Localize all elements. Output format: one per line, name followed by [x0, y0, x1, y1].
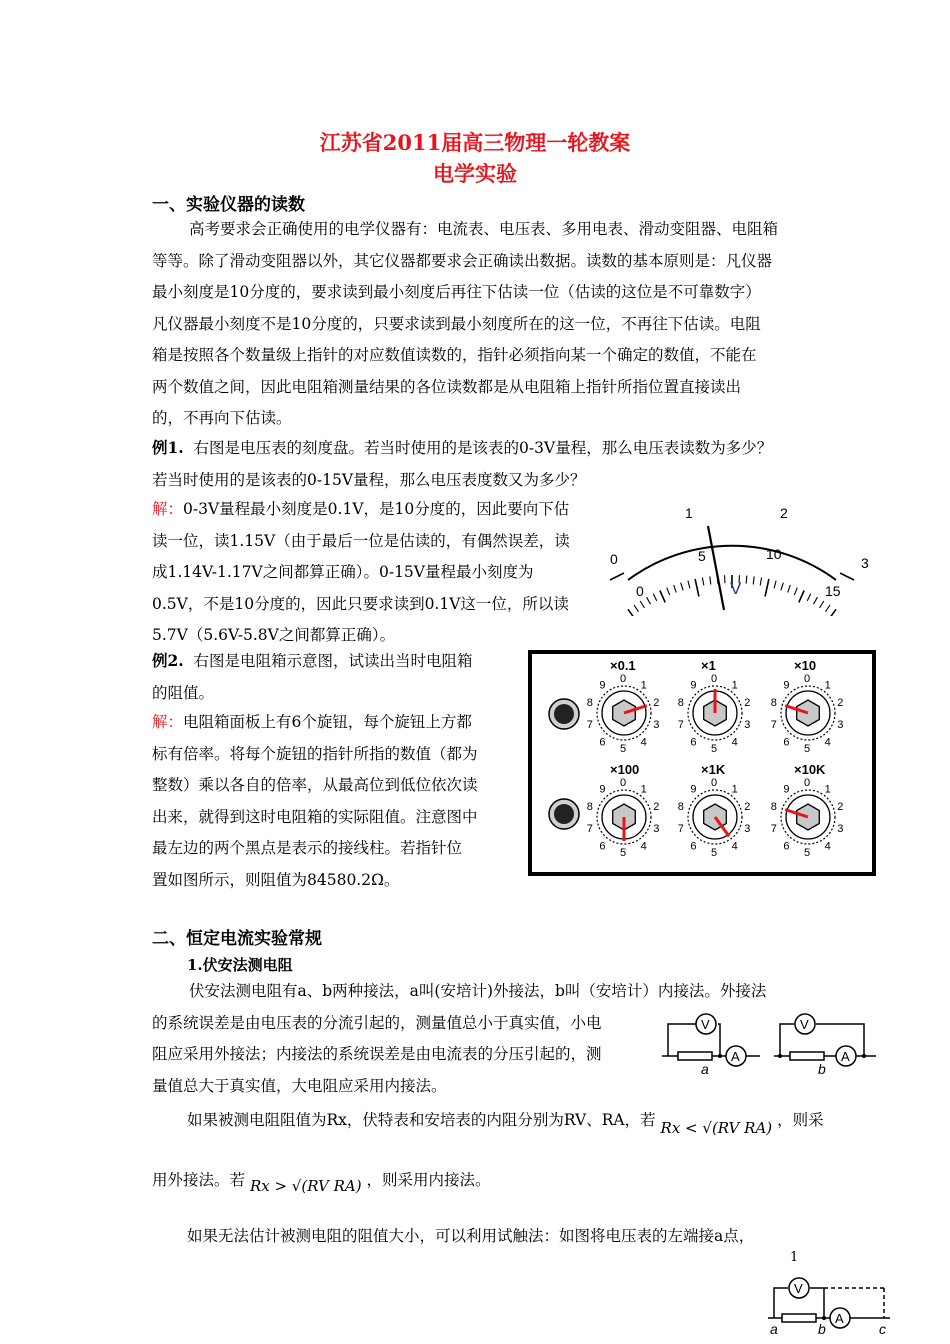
intro-line: 最小刻度是10分度的，要求读到最小刻度后再往下估读一位（估读的这位是不可靠数字）	[152, 283, 761, 301]
intro-line: 两个数值之间，因此电阻箱测量结果的各位读数都是从电阻箱上指针所指位置直接读出	[152, 377, 742, 396]
formula-greater-than: Rx > √(RV RA)	[249, 1177, 362, 1195]
knob-dial-number: 2	[653, 697, 660, 710]
condition-line-2	[152, 1168, 491, 1195]
knob-dial-number: 9	[783, 679, 790, 692]
example1-question	[152, 432, 812, 496]
example2-question-line: 右图是电阻箱示意图，试读出当时电阻箱	[193, 652, 473, 670]
lower-label-5: 5	[698, 548, 706, 564]
circuit-b	[772, 1010, 882, 1080]
voltmeter-tick	[753, 576, 754, 584]
section2-subheading: 1.伏安法测电阻	[187, 956, 293, 974]
knob-dial-number: 8	[770, 697, 777, 710]
knob-dial-number: 3	[744, 822, 751, 835]
knob-dial-number: 7	[586, 718, 593, 731]
knob-dial-number: 0	[620, 673, 627, 685]
resistor-symbol	[790, 1052, 824, 1060]
knob-dial-number: 1	[824, 783, 831, 796]
solution-label: 解：	[152, 713, 184, 731]
knob-multiplier: ×1	[701, 658, 716, 673]
knob-dial-number: 6	[690, 840, 697, 853]
resistor-symbol	[678, 1052, 712, 1060]
knob-dial-number: 2	[653, 801, 660, 814]
section2-line: 阻应采用外接法；内接法的系统误差是由电流表的分压引起的，测	[152, 1045, 602, 1063]
knob-dial-number: 8	[770, 801, 777, 814]
knob-dial-number: 1	[824, 679, 831, 692]
upper-label-2: 2	[780, 505, 788, 521]
knob-dial-number: 9	[599, 679, 606, 692]
page-title: 江苏省2011届高三物理一轮教案	[319, 130, 631, 155]
knob-dial-number: 2	[837, 697, 844, 710]
section2-line: 的系统误差是由电压表的分流引起的，测量值总小于真实值，小电	[152, 1013, 602, 1032]
knob-dial-number: 6	[599, 840, 606, 853]
knob-multiplier: ×1K	[701, 762, 726, 777]
voltmeter-arc-end-left	[610, 573, 624, 580]
knob-multiplier: ×10K	[794, 762, 826, 777]
voltmeter-letter: V	[701, 1017, 710, 1032]
example1-solution	[152, 494, 602, 652]
knob-dial-number: 7	[770, 822, 777, 835]
knob-dial-number: 2	[744, 801, 751, 814]
voltmeter-tick	[647, 597, 651, 604]
resistor-symbol	[782, 1314, 816, 1322]
example2-label: 例2.	[152, 651, 184, 670]
voltmeter-scale-arc	[628, 546, 836, 580]
voltmeter-tick	[807, 594, 811, 601]
knob-dial-number: 4	[731, 840, 738, 853]
voltmeter-letter: V	[800, 1017, 809, 1032]
example1-question-line: 右图是电压表的刻度盘。若当时使用的是该表的0-3V量程，那么电压表读数为多少？	[193, 439, 773, 457]
knob-dial-number: 2	[744, 697, 751, 710]
example2-question-line: 的阻值。	[152, 683, 215, 702]
solution-line: 0.5V，不是10分度的，因此只要求读到0.1V这一位，所以读	[152, 594, 569, 613]
solution-line: 电阻箱面板上有6个旋钮，每个旋钮上方都	[183, 713, 472, 731]
upper-label-1: 1	[685, 505, 693, 521]
trial-method-line: 如果无法估计被测电阻的阻值大小，可以利用试触法：如图将电压表的左端接a点，	[187, 1227, 755, 1245]
knob-dial-number: 6	[690, 736, 697, 749]
voltmeter-tick	[746, 576, 747, 584]
voltmeter-tick	[814, 597, 818, 604]
knob-dial-number: 7	[770, 718, 777, 731]
voltmeter-tick	[702, 578, 703, 586]
knob-dial-number: 5	[620, 743, 627, 755]
trial-label-a: a	[770, 1321, 778, 1337]
knob-dial-number: 0	[804, 673, 811, 685]
voltmeter-tick	[820, 601, 824, 608]
voltmeter-tick	[799, 591, 804, 603]
knob-dial-number: 1	[731, 679, 738, 692]
condition-prefix: 用外接法。若	[152, 1171, 246, 1189]
condition-suffix: ，则采	[777, 1111, 824, 1129]
voltmeter-tick	[674, 585, 677, 593]
knob-dial-number: 5	[804, 847, 811, 859]
voltmeter-tick	[781, 583, 783, 591]
knob-dial-number: 6	[783, 736, 790, 749]
circuit-a-label: a	[701, 1061, 709, 1077]
condition-suffix: ，则采用内接法。	[366, 1171, 491, 1189]
voltmeter-tick	[667, 588, 670, 596]
lower-label-15: 15	[825, 583, 841, 599]
resistance-box	[528, 650, 878, 878]
voltmeter-tick	[640, 601, 644, 608]
voltmeter-tick	[760, 578, 761, 586]
knob-dial-number: 7	[677, 718, 684, 731]
knob-dial-number: 0	[711, 673, 718, 685]
voltmeter-tick	[695, 579, 699, 597]
example2-question	[152, 645, 522, 709]
knob-dial-number: 1	[640, 783, 647, 796]
knob-dial-number: 4	[640, 736, 647, 749]
formula-less-than: Rx < √(RV RA)	[660, 1119, 773, 1137]
knob-multiplier: ×10	[794, 658, 817, 673]
section2-line: 伏安法测电阻有a、b两种接法，a叫(安培计)外接法，b叫（安培计）内接法。外接法	[189, 982, 767, 1000]
upper-label-3: 3	[861, 555, 869, 571]
voltmeter-letter: V	[794, 1281, 803, 1296]
knob-dial-number: 4	[731, 736, 738, 749]
knob-dial-number: 0	[711, 777, 718, 789]
page-subtitle: 电学实验	[433, 161, 517, 186]
example2-solution	[152, 707, 524, 896]
knob-dial-number: 3	[837, 718, 844, 731]
voltmeter-needle	[708, 526, 724, 610]
page-number: 1	[790, 1250, 799, 1265]
condition-prefix: 如果被测电阻阻值为Rx，伏特表和安培表的内阻分别为RV、RA，若	[187, 1111, 656, 1129]
knob-dial-number: 0	[620, 777, 627, 789]
ammeter-letter: A	[835, 1311, 844, 1326]
knob-dial-number: 3	[653, 718, 660, 731]
knob-dial-number: 4	[640, 840, 647, 853]
knob-dial-number: 4	[824, 736, 831, 749]
section2-line: 量值总大于真实值，大电阻应采用内接法。	[152, 1076, 447, 1095]
knob-dial-number: 9	[599, 783, 606, 796]
intro-line: 高考要求会正确使用的电学仪器有：电流表、电压表、多用电表、滑动变阻器、电阻箱	[189, 220, 779, 238]
knob-dial-number: 5	[711, 847, 718, 859]
lower-label-10: 10	[766, 546, 782, 562]
knob-dial-number: 4	[824, 840, 831, 853]
section1-heading: 一、实验仪器的读数	[152, 195, 305, 215]
voltmeter-dial	[598, 498, 878, 616]
knob-dial-number: 9	[783, 783, 790, 796]
solution-line: 整数）乘以各自的倍率，从最高位到低位依次读	[152, 776, 478, 794]
knob-dial-number: 3	[744, 718, 751, 731]
voltmeter-tick	[794, 588, 797, 596]
example1-question-line: 若当时使用的是该表的0-15V量程，那么电压表度数又为多少？	[152, 470, 586, 489]
voltmeter-tick	[660, 591, 665, 603]
ammeter-letter: A	[731, 1049, 740, 1064]
condition-line-1	[187, 1108, 824, 1137]
knob-dial-number: 3	[653, 822, 660, 835]
voltmeter-tick	[688, 581, 690, 589]
solution-line: 读一位，读1.15V（由于最后一位是估读的，有偶然误差，读	[152, 531, 570, 550]
knob-dial-number: 5	[711, 743, 718, 755]
ammeter-letter: A	[841, 1049, 850, 1064]
lower-label-0: 0	[636, 583, 644, 599]
solution-line: 出来，就得到这时电阻箱的实际阻值。注意图中	[152, 807, 478, 826]
knob-multiplier: ×100	[610, 762, 640, 777]
intro-line: 的，不再向下估读。	[152, 409, 292, 427]
circuit-b-label: b	[818, 1061, 826, 1077]
knob-dial-number: 7	[586, 822, 593, 835]
knob-dial-number: 9	[690, 679, 697, 692]
section2-heading: 二、恒定电流实验常规	[152, 929, 322, 949]
intro-line: 箱是按照各个数量级上指针的对应数值读数的，指针必须指向某一个确定的数值，不能在	[152, 346, 757, 364]
trial-label-c: c	[879, 1321, 886, 1337]
knob-dial-number: 8	[586, 697, 593, 710]
circuit-a	[660, 1010, 770, 1080]
knob-dial-number: 7	[677, 822, 684, 835]
knob-dial-number: 8	[677, 801, 684, 814]
knob-dial-number: 2	[837, 801, 844, 814]
knob-dial-number: 5	[620, 847, 627, 859]
terminal-post	[549, 799, 579, 829]
solution-line: 0-3V量程最小刻度是0.1V，是10分度的，因此要向下估	[183, 500, 570, 518]
terminal-post	[549, 699, 579, 729]
solution-line: 最左边的两个黑点是表示的接线柱。若指针位	[152, 839, 463, 857]
voltmeter-unit: V	[730, 579, 742, 598]
intro-line: 凡仪器最小刻度不是10分度的，只要求读到最小刻度所在的这一位，不再往下估读。电阻	[152, 314, 761, 333]
knob-dial-number: 8	[677, 697, 684, 710]
section1-intro	[152, 214, 802, 435]
voltmeter-tick	[634, 605, 639, 612]
voltmeter-tick	[681, 583, 683, 591]
knob-dial-number: 6	[783, 840, 790, 853]
voltmeter-tick	[774, 581, 776, 589]
voltmeter-tick	[826, 605, 831, 612]
knob-dial-number: 1	[640, 679, 647, 692]
knob-dial-number: 8	[586, 801, 593, 814]
knob-dial-number: 3	[837, 822, 844, 835]
solution-label: 解：	[152, 500, 184, 518]
example1-label: 例1.	[152, 438, 184, 457]
solution-line: 5.7V（5.6V-5.8V之间都算正确）。	[152, 626, 396, 644]
voltmeter-tick	[710, 576, 711, 584]
knob-dial-number: 5	[804, 743, 811, 755]
voltmeter-arc-end-right	[840, 573, 854, 580]
solution-line: 置如图所示，则阻值为84580.2Ω。	[152, 870, 400, 889]
knob-multiplier: ×0.1	[610, 658, 636, 673]
knob-dial-number: 9	[690, 783, 697, 796]
solution-line: 标有倍率。将每个旋钮的指针所指的数值（都为	[152, 744, 478, 763]
trial-contact-circuit	[766, 1274, 892, 1344]
upper-label-0: 0	[610, 551, 618, 567]
voltmeter-tick	[788, 585, 791, 593]
solution-line: 成1.14V-1.17V之间都算正确）。0-15V量程最小刻度为	[152, 563, 534, 581]
knob-dial-number: 6	[599, 736, 606, 749]
knob-dial-number: 0	[804, 777, 811, 789]
intro-line: 等等。除了滑动变阻器以外，其它仪器都要求会正确读出数据。读数的基本原则是：凡仪器	[152, 251, 773, 270]
trial-label-b: b	[818, 1321, 826, 1337]
knob-dial-number: 1	[731, 783, 738, 796]
voltmeter-tick	[765, 579, 769, 597]
voltmeter-tick	[653, 594, 657, 601]
